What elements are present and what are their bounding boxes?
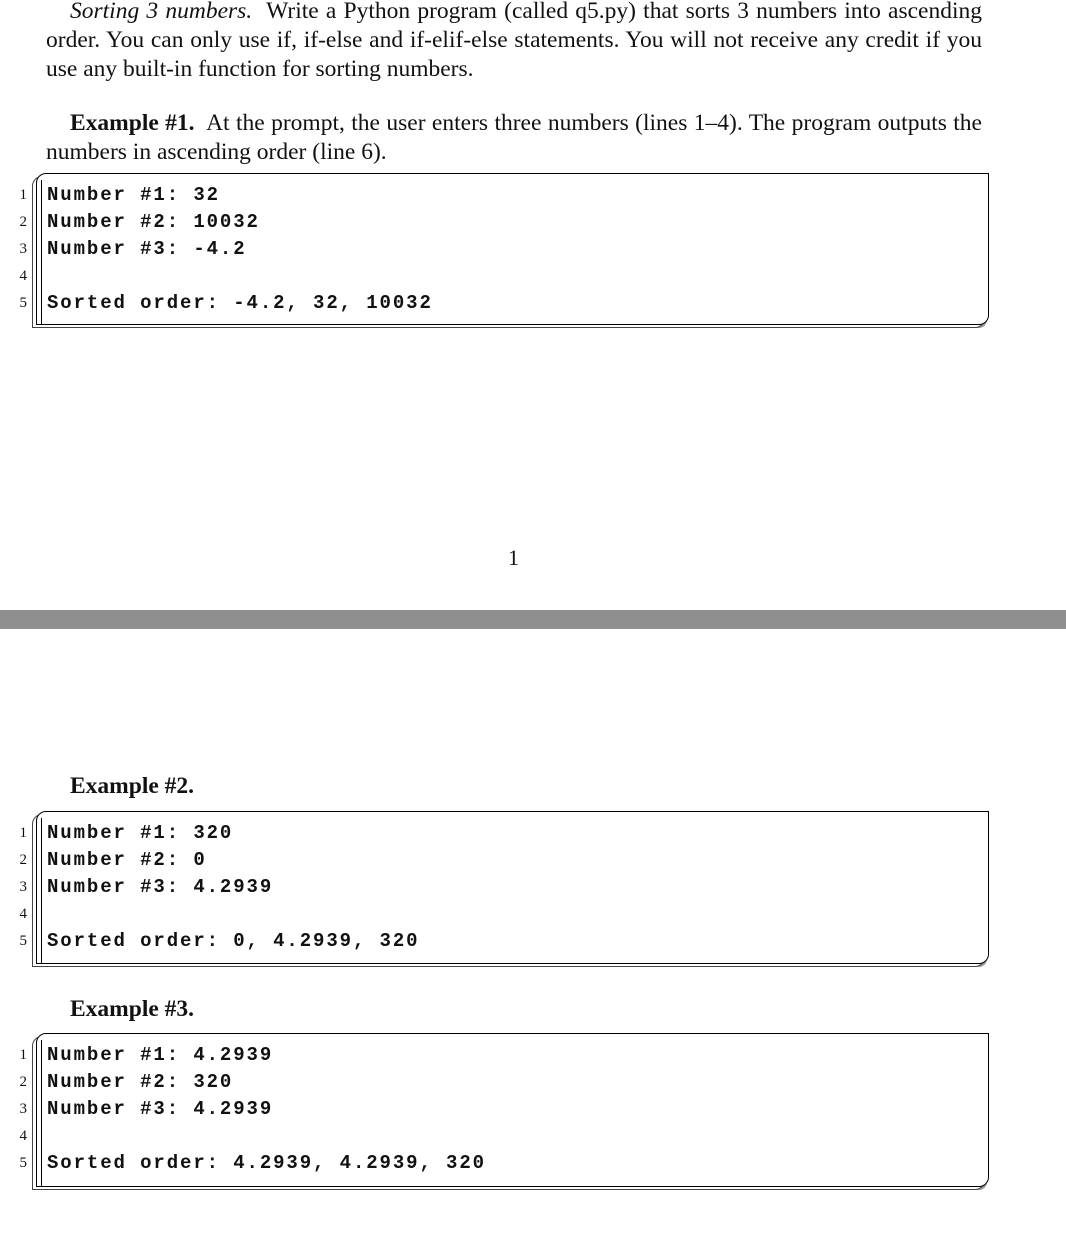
line-number: 4 [19, 906, 27, 922]
code-line: Sorted order: -4.2, 32, 10032 [47, 292, 433, 314]
line-numbers [1, 1042, 27, 1177]
code-line: Number #2: 320 [47, 1071, 234, 1093]
code-line [47, 263, 433, 290]
code-line: Number #2: 10032 [47, 211, 260, 233]
code-listing [47, 1042, 486, 1177]
line-number: 4 [19, 268, 27, 284]
line-number: 2 [19, 1074, 27, 1090]
page-separator [0, 610, 1066, 629]
example-3-title: Example #3. [70, 996, 195, 1022]
page-number: 1 [508, 545, 519, 570]
example-1-description [46, 109, 982, 167]
line-number: 5 [19, 1155, 27, 1171]
line-number: 2 [19, 852, 27, 868]
line-number: 2 [19, 214, 27, 230]
line-number: 1 [19, 1047, 27, 1063]
code-line: Sorted order: 0, 4.2939, 320 [47, 930, 420, 952]
code-listing [47, 182, 433, 317]
code-line: Number #3: 4.2939 [47, 1098, 274, 1120]
example-1-code-box [19, 173, 989, 325]
code-line: Number #3: -4.2 [47, 238, 247, 260]
problem-text: Write a Python program (called q5.py) that sorts 3 numbers into ascending order. You can only use if, if-else and if-elif-else statements. You will not receive any credit if you use any built-in function for sorting numbers. [46, 0, 982, 82]
line-numbers [1, 182, 27, 317]
code-line: Number #3: 4.2939 [47, 876, 274, 898]
code-listing [47, 820, 419, 955]
problem-title: Sorting 3 numbers. [70, 0, 253, 24]
example-1-title: Example #1. [70, 110, 195, 136]
example-3-code-box [19, 1033, 989, 1187]
example-1-text: At the prompt, the user enters three numbers (lines 1–4). The program outputs the numbers in ascending order (line 6). [46, 110, 982, 165]
code-line [47, 1123, 486, 1150]
line-number: 3 [19, 879, 27, 895]
code-line: Number #1: 320 [47, 822, 234, 844]
code-line: Sorted order: 4.2939, 4.2939, 320 [47, 1152, 486, 1174]
line-number: 3 [19, 241, 27, 257]
line-numbers [1, 820, 27, 955]
line-number: 4 [19, 1128, 27, 1144]
line-number: 1 [19, 825, 27, 841]
example-2-title: Example #2. [70, 773, 195, 799]
line-number: 3 [19, 1101, 27, 1117]
example-2-code-box [19, 811, 989, 964]
line-number: 5 [19, 295, 27, 311]
line-number: 1 [19, 187, 27, 203]
problem-description [46, 0, 982, 84]
code-line: Number #1: 4.2939 [47, 1044, 274, 1066]
code-line: Number #1: 32 [47, 184, 220, 206]
line-number: 5 [19, 933, 27, 949]
code-line: Number #2: 0 [47, 849, 207, 871]
code-line [47, 901, 419, 928]
